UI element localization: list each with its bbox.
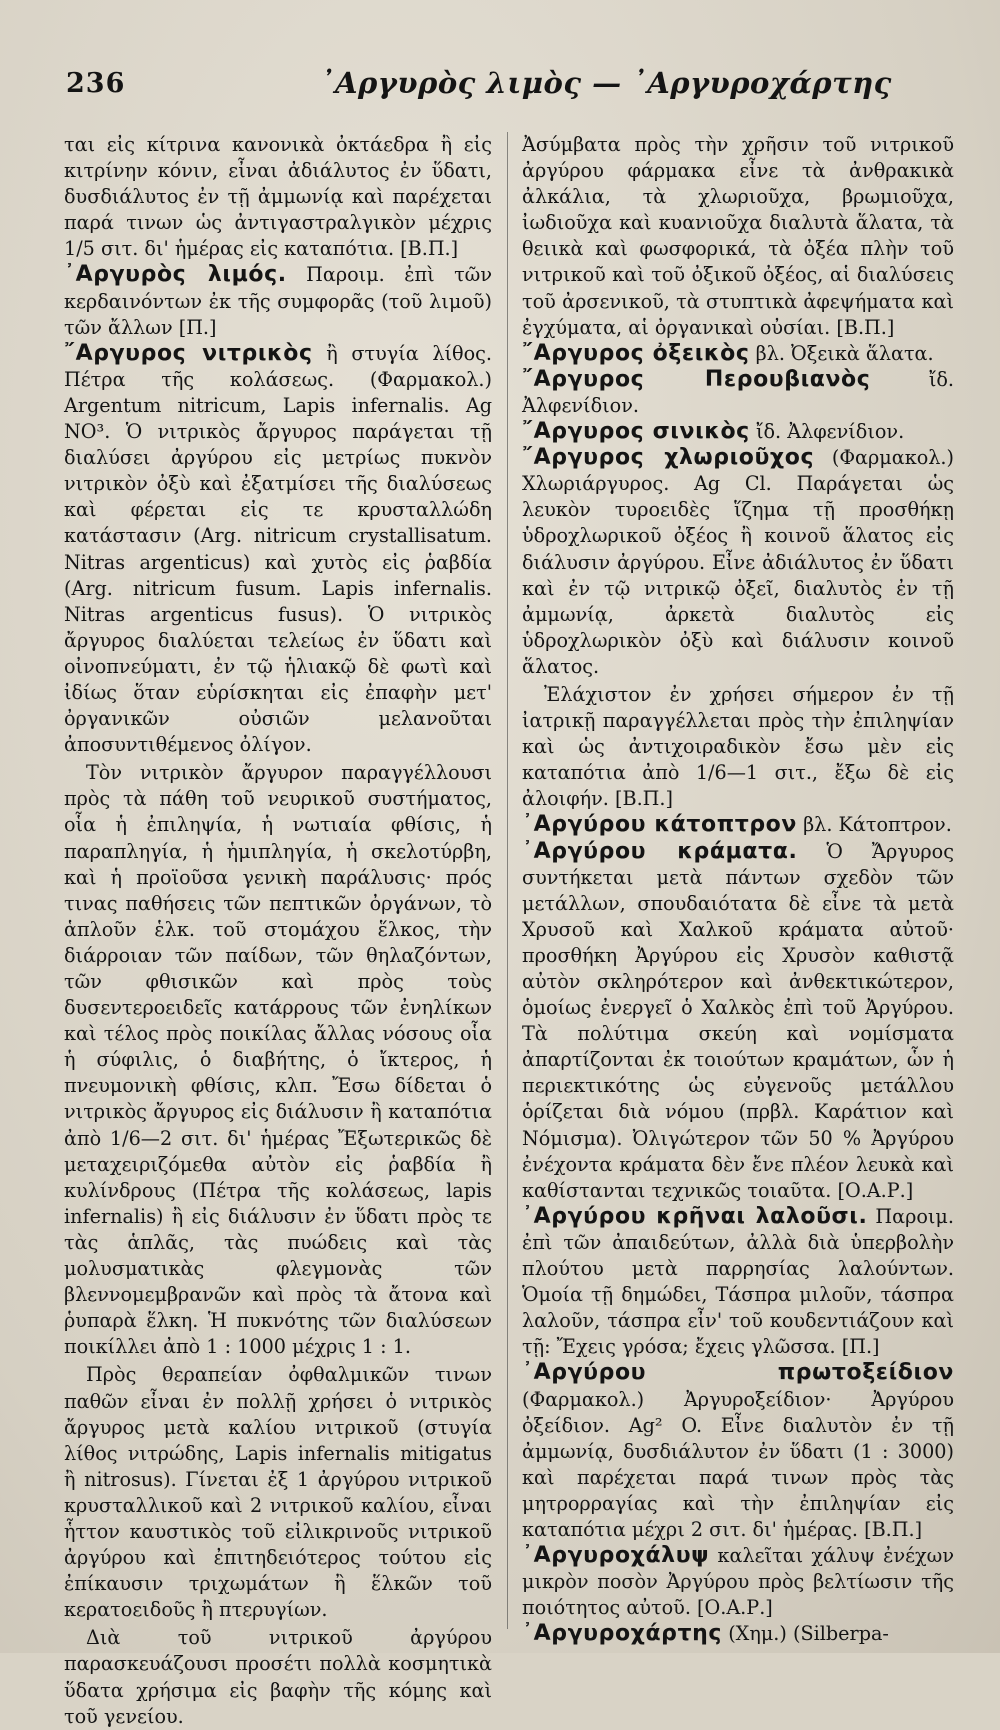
dictionary-entry-sinikos	[522, 419, 954, 445]
entry-text: Ἀσύμβατα πρὸς τὴν χρῆσιν τοῦ νιτρικοῦ ἀργύρου φάρμακα εἶνε τὰ ἀνθρακικὰ ἀλκάλια, τὰ χλωριοῦχα, βρωμιοῦχα, ἰωδιοῦχα καὶ κυανιοῦχα διαλυτὰ ἅλατα, τὰ θειικὰ καὶ φωσφορικά, τὰ ὀξέα πλὴν τοῦ νιτρικοῦ καὶ τοῦ ὀξικοῦ ὀξέος, αἱ διαλύσεις τοῦ ἀρσενικοῦ, τὰ στυπτικὰ ἀφεψήματα καὶ ἐγχύματα, αἱ ὀργανικαὶ οὐσίαι. [Β.Π.]	[522, 133, 954, 339]
entry-paragraph	[522, 445, 954, 680]
entry-headword: ᾿Αργύρου κάτοπτρον	[522, 812, 797, 838]
entry-text: ἴδ. Ἀλφενίδιον.	[522, 367, 954, 417]
entry-headword: ᾿Αργυρὸς λιμός.	[64, 262, 287, 288]
entry-headword: ῎Αργυρος ὀξεικὸς	[522, 340, 750, 366]
entry-paragraph	[522, 419, 954, 445]
dictionary-entry-chalyps	[522, 1543, 954, 1621]
entry-paragraph	[522, 1360, 954, 1543]
entry-headword: ῎Αργυρος χλωριοῦχος	[522, 445, 815, 471]
column-divider	[507, 132, 508, 1629]
left-column	[64, 132, 492, 1728]
entry-paragraph	[522, 341, 954, 367]
dictionary-entry-krama	[522, 839, 954, 1204]
entry-text: ἢ στυγία λίθος. Πέτρα τῆς κολάσεως. (Φαρμακολ.) Argentum nitricum, Lapis infernalis. Ag NO³. Ὁ νιτρικὸς ἄργυρος παράγεται τῇ διαλύσει ἀργύρου εἰς μετρίως πυκνὸν νιτρικὸν ὀξὺ καὶ ἐξατμίσει τῆς διαλύσεως καὶ φέρεται εἰς τε κρυσταλλώδη κατάστασιν (Arg. nitricum crystallisatum. Nitras argenticus) καὶ χυτὸς εἰς ῥαβδία (Arg. nitricum fusum. Lapis infernalis. Nitras argenticus fusus). Ὁ νιτρικὸς ἄργυρος διαλύεται τελείως ἐν ὕδατι καὶ οἰνοπνεύματι, ἐν τῷ ἡλιακῷ δὲ φωτὶ καὶ ἰδίως ὅταν εὑρίσκηται εἰς ἐπαφὴν μετ' ὀργανικῶν οὐσιῶν μελανοῦται ἀποσυντιθέμενος ὀλίγον.	[64, 341, 492, 757]
entry-text: ἴδ. Ἀλφενίδιον.	[755, 420, 905, 444]
dictionary-entry-krenai	[522, 1204, 954, 1361]
dictionary-entry-perouvianos	[522, 367, 954, 419]
page-number: 236	[66, 68, 126, 99]
dictionary-entry-cont	[64, 132, 492, 262]
entry-text: (Φαρμακολ.) Ἀργυροξείδιον· Ἀργύρου ὀξείδιον. Ag² O. Εἶνε διαλυτὸν ἐν τῇ ἀμμωνίᾳ, δυσδιάλυτον ἐν ὕδατι (1 : 3000) καὶ παρέχεται παρά τινων πρὸς τὰς μητρορραγίας καὶ τὴν ἐπιληψίαν εἰς καταπότια μέχρι 2 σιτ. δι' ἡμέρας. [Β.Π.]	[522, 1387, 954, 1541]
entry-text: βλ. Ὀξεικὰ ἅλατα.	[755, 341, 934, 365]
entry-paragraph	[64, 1625, 492, 1729]
entry-text: Ὁ Ἄργυρος συντήκεται μετὰ πάντων σχεδὸν τῶν μετάλλων, σπουδαιότατα δὲ εἶνε τὰ μετὰ Χρυσοῦ καὶ Χαλκοῦ κράματα αὐτοῦ· προσθήκη Ἀργύρου εἰς Χρυσὸν καθιστᾷ αὐτὸν σκληρότερον καὶ ἀνθεκτικώτερον, ὁμοίως ἐνεργεῖ ὁ Χαλκὸς ἐπὶ τοῦ Ἀργύρου. Τὰ πολύτιμα σκεύη καὶ νομίσματα ἀπαρτίζονται ἐκ τοιούτων κραμάτων, ὧν ἡ περιεκτικότης ὡς εὐγενοῦς μετάλλου ὁρίζεται διὰ νόμου (πρβλ. Καράτιον καὶ Νόμισμα). Ὀλιγώτερον τῶν 50 % Ἀργύρου ἐνέχοντα κράματα δὲν ἔνε πλέον λευκὰ καὶ καθίστανται τεχνικῶς τοιαῦτα. [Ο.Α.Ρ.]	[522, 839, 954, 1202]
entry-headword: ᾿Αργυροχάλυψ	[522, 1543, 710, 1569]
entry-paragraph	[522, 1204, 954, 1361]
entry-text: Παροιμ. ἐπὶ τῶν ἀπαιδεύτων, ἀλλὰ διὰ ὑπερβολὴν πλούτου μετὰ παρρησίας λαλούντων. Ὁμοία τῇ δημώδει, Τάσπρα μιλοῦν, τάσπρα λαλοῦν, τάσπρα εἶν' τοῦ κουδεντιάζουν καὶ τῇ: Ἔχεις γρόσα; ἔχεις γλῶσσα. [Π.]	[522, 1204, 954, 1359]
entry-paragraph	[522, 1543, 954, 1621]
entry-paragraph	[64, 341, 492, 759]
entry-headword: ῎Αργυρος Περουβιανὸς	[522, 366, 871, 392]
running-title: ᾿Αργυρὸς λιμὸς — ᾿Αργυροχάρτης	[320, 66, 892, 100]
entry-paragraph	[522, 839, 954, 1204]
entry-paragraph	[522, 367, 954, 419]
entry-text: (Χημ.) (Silberpa-	[728, 1622, 889, 1646]
dictionary-entry-chloriouchos	[522, 445, 954, 812]
running-header	[62, 62, 942, 108]
dictionary-entry-nitrikos	[64, 341, 492, 1730]
dictionary-entry-katoptron	[522, 812, 954, 838]
entry-paragraph	[522, 812, 954, 838]
entry-headword: ῎Αργυρος σινικὸς	[522, 419, 750, 445]
dictionary-entry-protoxeidion	[522, 1360, 954, 1543]
right-column	[522, 132, 954, 1647]
entry-text: Διὰ τοῦ νιτρικοῦ ἀργύρου παρασκευάζουσι προσέτι πολλὰ κοσμητικὰ ὕδατα χρήσιμα εἰς βαφὴν τῆς κόμης καὶ τοῦ γενείου.	[64, 1626, 492, 1728]
entry-paragraph	[522, 1621, 954, 1647]
dictionary-entry-asymbata	[522, 132, 954, 341]
entry-text: ται εἰς κίτρινα κανονικὰ ὀκτάεδρα ἢ εἰς κιτρίνην κόνιν, εἶναι ἀδιάλυτος ἐν ὕδατι, δυσδιάλυτος ἐν τῇ ἀμμωνίᾳ καὶ παρέχεται παρά τινων ὡς ἀντιγαστραλγικὸν μέχρις 1/5 σιτ. δι' ἡμέρας εἰς καταπότια. [Β.Π.]	[64, 133, 492, 261]
entry-text: βλ. Κάτοπτρον.	[803, 813, 952, 837]
entry-headword: ᾿Αργύρου πρωτοξείδιον	[522, 1360, 954, 1386]
entry-paragraph	[64, 1362, 492, 1623]
entry-paragraph	[64, 262, 492, 340]
dictionary-entry-limos	[64, 262, 492, 340]
dictionary-entry-oxeikos	[522, 341, 954, 367]
entry-text: Παροιμ. ἐπὶ τῶν κερδαινόντων ἐκ τῆς συμφορᾶς (τοῦ λιμοῦ) τῶν ἄλλων [Π.]	[64, 263, 492, 339]
entry-text: (Φαρμακολ.) Χλωριάργυρος. Ag Cl. Παράγεται ὡς λευκὸν τυροειδὲς ἵζημα τῇ προσθήκῃ ὑδροχλωρικοῦ ὀξέος ἢ κοινοῦ ἅλατος εἰς διάλυσιν ἀργύρου. Εἶνε ἀδιάλυτος ἐν ὕδατι καὶ ἐν τῷ νιτρικῷ ὀξεῖ, διαλυτὸς ἐν τῇ ἀμμωνίᾳ, ἀρκετὰ διαλυτὸς εἰς ὑδροχλωρικὸν ὀξὺ καὶ διάλυσιν κοινοῦ ἅλατος.	[522, 446, 954, 678]
entry-text: Τὸν νιτρικὸν ἄργυρον παραγγέλλουσι πρὸς τὰ πάθη τοῦ νευρικοῦ συστήματος, οἷα ἡ ἐπιληψία, ἡ νωτιαία φθίσις, ἡ παραπληγία, ἡ ἡμιπληγία, ἡ σκελοτύρβη, καὶ ἡ προϊοῦσα γενικὴ παράλυσις· πρός τινας παθήσεις τῶν πεπτικῶν ὀργάνων, τὸ ἁπλοῦν ἑλκ. τοῦ στομάχου ἕλκος, τὴν διάρροιαν τῶν παίδων, τῶν θηλαζόντων, τῶν φθισικῶν καὶ πρὸς τοὺς δυσεντεροειδεῖς κατάρρους τῶν ἐνηλίκων καὶ τέλος πρὸς ποικίλας ἄλλας νόσους οἷα ἡ σύφιλις, ὁ διαβήτης, ὁ ἴκτερος, ἡ πνευμονικὴ φθίσις, κλπ. Ἔσω δίδεται ὁ νιτρικὸς ἄργυρος εἰς διάλυσιν ἢ καταπότια ἀπὸ 1/6—2 σιτ. δι' ἡμέρας Ἔξωτερικῶς δὲ μεταχειριζόμεθα αὐτὸν εἰς ῥαβδία ἢ κυλίνδρους (Πέτρα τῆς κολάσεως, lapis infernalis) ἢ εἰς διάλυσιν ἐν ὕδατι πρὸς τε τὰς ἁπλᾶς, τὰς πυώδεις καὶ τὰς μολυσματικὰς φλεγμονὰς τῶν βλεννομεμβρανῶν καὶ πρὸς τὰ ἄτονα καὶ ῥυπαρὰ ἕλκη. Ἡ πυκνότης τῶν διαλύσεων ποικίλλει ἀπὸ 1 : 1000 μέχρις 1 : 1.	[64, 761, 492, 1359]
entry-text: Πρὸς θεραπείαν ὀφθαλμικῶν τινων παθῶν εἶναι ἐν πολλῇ χρήσει ὁ νιτρικὸς ἄργυρος μετὰ καλίου νιτρικοῦ (στυγία λίθος νιτρώδης, Lapis infernalis mitigatus ἢ nitrosus). Γίνεται ἐξ 1 ἀργύρου νιτρικοῦ κρυσταλλικοῦ καὶ 2 νιτρικοῦ καλίου, εἶναι ἧττον καυστικὸς τοῦ εἰλικρινοῦς νιτρικοῦ ἀργύρου καὶ ἐπιτηδειότερος τούτου εἰς ἐπίκαυσιν τριχωμάτων ἢ ἕλκῶν τοῦ κερατοειδοῦς ἢ πτερυγίων.	[64, 1363, 492, 1622]
entry-paragraph	[64, 132, 492, 262]
entry-paragraph	[64, 760, 492, 1360]
entry-paragraph	[522, 132, 954, 341]
entry-text: Ἐλάχιστον ἐν χρήσει σήμερον ἐν τῇ ἰατρικῇ παραγγέλλεται πρὸς τὴν ἐπιληψίαν καὶ ὡς ἀντιχοιραδικὸν ἔσω μὲν εἰς καταπότια ἀπὸ 1/6—1 σιτ., ἔξω δὲ εἰς ἀλοιφήν. [Β.Π.]	[522, 682, 954, 811]
entry-headword: ῎Αργυρος νιτρικὸς	[64, 340, 313, 366]
entry-text: καλεῖται χάλυψ ἐνέχων μικρὸν ποσὸν Ἀργύρου πρὸς βελτίωσιν τῆς ποιότητος αὐτοῦ. [Ο.Α.Ρ.]	[522, 1544, 954, 1620]
dictionary-entry-chartes	[522, 1621, 954, 1647]
entry-paragraph	[522, 682, 954, 812]
entry-headword: ᾿Αργύρου κρῆναι λαλοῦσι.	[522, 1203, 868, 1229]
entry-headword: ᾿Αργύρου κράματα.	[522, 838, 798, 864]
entry-headword: ᾿Αργυροχάρτης	[522, 1621, 723, 1647]
